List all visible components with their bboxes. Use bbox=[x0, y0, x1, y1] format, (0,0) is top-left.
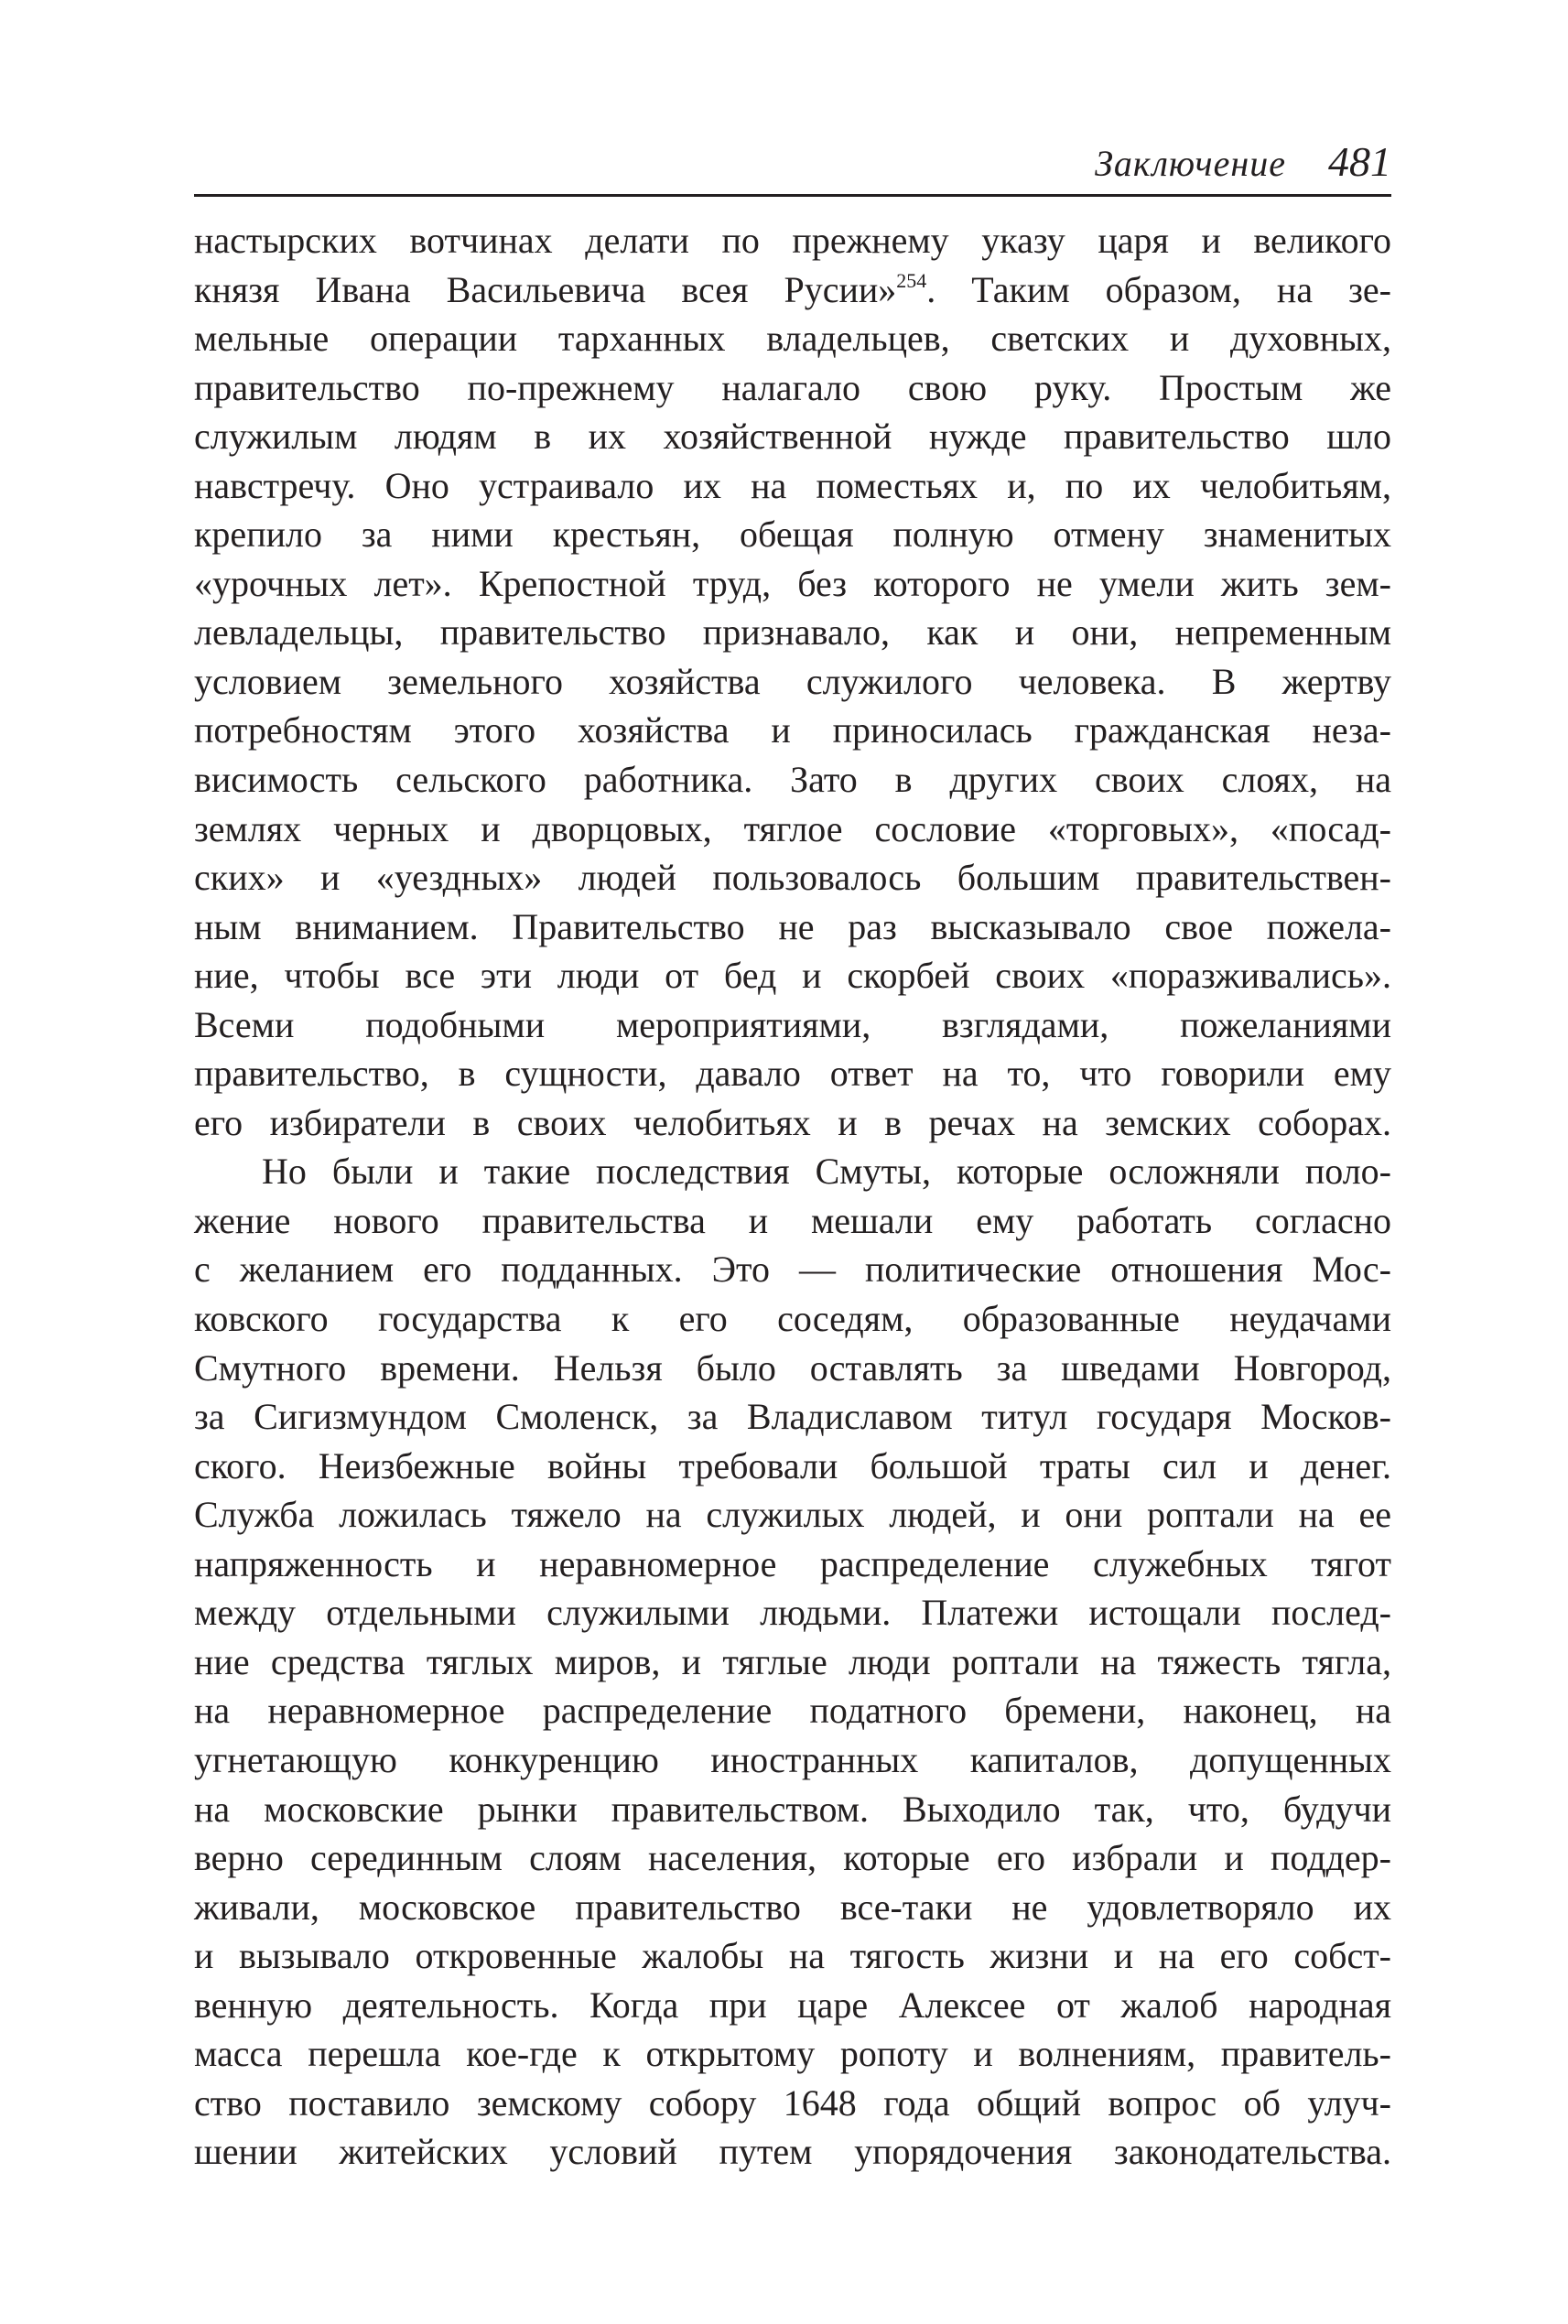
text-line: настырских вотчинах делати по прежнему указу царя и великого bbox=[194, 220, 1391, 261]
text-line: левладельцы, правительство признавало, как и они, непременным bbox=[194, 611, 1391, 654]
text-line: венную деятельность. Когда при царе Алексее от жалоб народная bbox=[194, 1984, 1391, 2026]
text-line: Служба ложилась тяжело на служилых людей, и они роптали на ее bbox=[194, 1494, 1391, 1536]
header-rule bbox=[194, 194, 1391, 197]
text-line: потребностям этого хозяйства и приносилась гражданская неза- bbox=[194, 709, 1391, 751]
text-segment: . Таким образом, на зе- bbox=[926, 268, 1391, 310]
body-text bbox=[194, 216, 1391, 2177]
text-line: живали, московское правительство все-таки не удовлетворяло их bbox=[194, 1886, 1391, 1928]
text-line: ских» и «уездных» людей пользовалось большим правительствен- bbox=[194, 857, 1391, 899]
text-line: висимость сельского работника. Зато в других своих слоях, на bbox=[194, 759, 1391, 801]
text-line: землях черных и дворцовых, тяглое сословие «торговых», «посад- bbox=[194, 807, 1391, 849]
text-line: Но были и такие последствия Смуты, которые осложняли поло- bbox=[262, 1151, 1391, 1193]
text-line: с желанием его подданных. Это — политические отношения Мос- bbox=[194, 1248, 1391, 1291]
text-line: навстречу. Оно устраивало их на поместьях и, по их челобитьям, bbox=[194, 464, 1391, 506]
text-line: служилым людям в их хозяйственной нужде правительство шло bbox=[194, 416, 1391, 458]
text-line: ние средства тяглых миров, и тяглые люди роптали на тяжесть тягла, bbox=[194, 1640, 1391, 1682]
text-line: шении житейских условий путем упорядочения законодательства. bbox=[194, 2131, 1391, 2173]
page-number: 481 bbox=[1328, 138, 1391, 185]
text-line: напряженность и неравномерное распределение служебных тягот bbox=[194, 1542, 1391, 1584]
text-line: ского. Неизбежные войны требовали большой траты сил и денег. bbox=[194, 1444, 1391, 1486]
paragraph bbox=[194, 216, 1391, 1147]
text-line: крепило за ними крестьян, обещая полную отмену знаменитых bbox=[194, 513, 1391, 556]
text-line: мельные операции тарханных владельцев, светских и духовных, bbox=[194, 318, 1391, 360]
running-header bbox=[194, 137, 1391, 192]
text-line: на неравномерное распределение податного бремени, наконец, на bbox=[194, 1690, 1391, 1732]
text-line: Всеми подобными мероприятиями, взглядами, пожеланиями bbox=[194, 1003, 1391, 1045]
text-line: за Сигизмундом Смоленск, за Владиславом титул государя Москов- bbox=[194, 1396, 1391, 1438]
text-line: ковского государства к его соседям, образованные неудачами bbox=[194, 1298, 1391, 1340]
text-line: ние, чтобы все эти люди от бед и скорбей своих «поразживались». bbox=[194, 955, 1391, 997]
text-line bbox=[194, 265, 1391, 315]
text-line: «урочных лет». Крепостной труд, без которого не умели жить зем- bbox=[194, 562, 1391, 604]
text-line: Смутного времени. Нельзя было оставлять за шведами Новгород, bbox=[194, 1346, 1391, 1389]
text-line: правительство по-прежнему налагало свою руку. Простым же bbox=[194, 366, 1391, 408]
text-segment: князя Ивана Васильевича всея Русии» bbox=[194, 268, 897, 310]
footnote-reference[interactable]: 254 bbox=[896, 268, 927, 292]
text-line: и вызывало откровенные жалобы на тягость жизни и на его собст- bbox=[194, 1935, 1391, 1977]
text-line: ным вниманием. Правительство не раз высказывало свое пожела- bbox=[194, 905, 1391, 947]
text-line: ство поставило земскому собору 1648 года общий вопрос об улуч- bbox=[194, 2081, 1391, 2124]
text-line: его избиратели в своих челобитьях и в речах на земских соборах. bbox=[194, 1101, 1391, 1143]
text-line: верно серединным слоям населения, которые его избрали и поддер- bbox=[194, 1837, 1391, 1879]
text-line: условием земельного хозяйства служилого человека. В жертву bbox=[194, 660, 1391, 702]
text-line: угнетающую конкуренцию иностранных капиталов, допущенных bbox=[194, 1738, 1391, 1780]
text-line: между отдельными служилыми людьми. Платежи истощали послед- bbox=[194, 1592, 1391, 1634]
text-line: жение нового правительства и мешали ему работать согласно bbox=[194, 1199, 1391, 1241]
paragraph bbox=[194, 1147, 1391, 2176]
text-line: правительство, в сущности, давало ответ на то, что говорили ему bbox=[194, 1053, 1391, 1095]
section-title: Заключение bbox=[1095, 143, 1286, 184]
text-line: масса перешла кое-где к открытому ропоту и волнениям, правитель- bbox=[194, 2033, 1391, 2075]
text-line: на московские рынки правительством. Выходило так, что, будучи bbox=[194, 1788, 1391, 1830]
